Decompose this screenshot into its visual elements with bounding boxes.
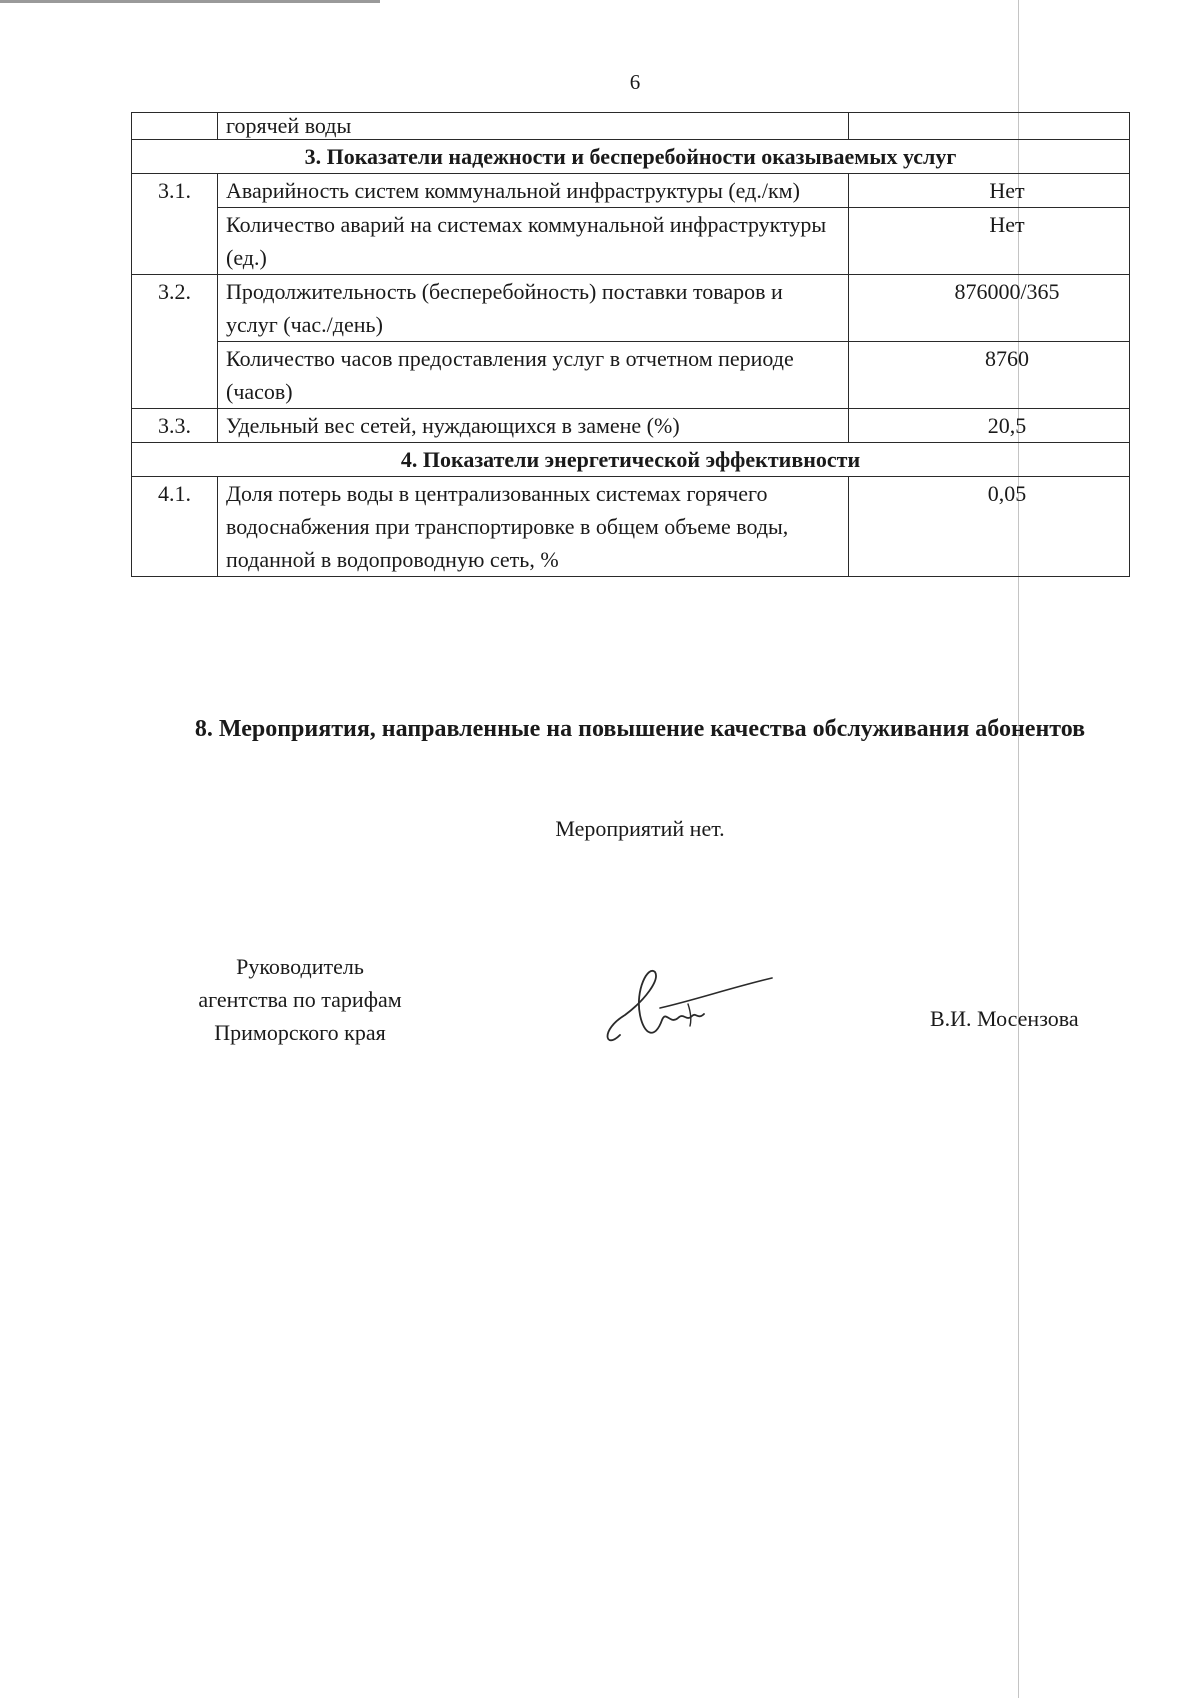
signatory-name: В.И. Мосензова (930, 1006, 1079, 1031)
row-value: 876000/365 (849, 275, 1130, 342)
row-value: Нет (849, 174, 1130, 208)
section-title: 3. Показатели надежности и бесперебойности оказываемых услуг (132, 140, 1130, 174)
indicators-table (131, 112, 1130, 577)
row-name: Продолжительность (бесперебойность) поставки товаров и услуг (час./день) (218, 275, 849, 342)
table-row (132, 342, 1130, 409)
signatory-position (150, 950, 450, 1049)
table-row (132, 275, 1130, 342)
row-number: 3.1. (132, 174, 218, 275)
row-name: Количество часов предоставления услуг в отчетном периоде (часов) (218, 342, 849, 409)
row-name: Количество аварий на системах коммунальной инфраструктуры (ед.) (218, 208, 849, 275)
events-text: Мероприятий нет. (555, 816, 725, 841)
scan-artifact-line (0, 0, 380, 3)
row-number: 3.3. (132, 409, 218, 443)
page-number: 6 (629, 70, 641, 94)
section-title: 4. Показатели энергетической эффективности (132, 443, 1130, 477)
row-value: 8760 (849, 342, 1130, 409)
events-section-title: 8. Мероприятия, направленные на повышение качества обслуживания абонентов (194, 716, 1086, 742)
row-value (849, 113, 1130, 140)
row-number: 3.2. (132, 275, 218, 409)
row-value: 20,5 (849, 409, 1130, 443)
row-number (132, 113, 218, 140)
section-row (132, 443, 1130, 477)
table-row (132, 208, 1130, 275)
signatory-position-line: агентства по тарифам (198, 987, 402, 1012)
row-value: 0,05 (849, 477, 1130, 577)
table-row (132, 113, 1130, 140)
handwritten-signature (600, 960, 780, 1060)
signatory-position-line: Руководитель (236, 954, 364, 979)
row-name: Доля потерь воды в централизованных системах горячего водоснабжения при транспортировке в общем объеме воды, поданной в водопроводную сеть, % (218, 477, 849, 577)
row-number: 4.1. (132, 477, 218, 577)
row-name: горячей воды (218, 113, 849, 140)
section-row (132, 140, 1130, 174)
row-value: Нет (849, 208, 1130, 275)
row-name: Аварийность систем коммунальной инфраструктуры (ед./км) (218, 174, 849, 208)
table-row (132, 409, 1130, 443)
table-row (132, 174, 1130, 208)
table-row (132, 477, 1130, 577)
row-name: Удельный вес сетей, нуждающихся в замене (%) (218, 409, 849, 443)
signatory-position-line: Приморского края (214, 1020, 386, 1045)
